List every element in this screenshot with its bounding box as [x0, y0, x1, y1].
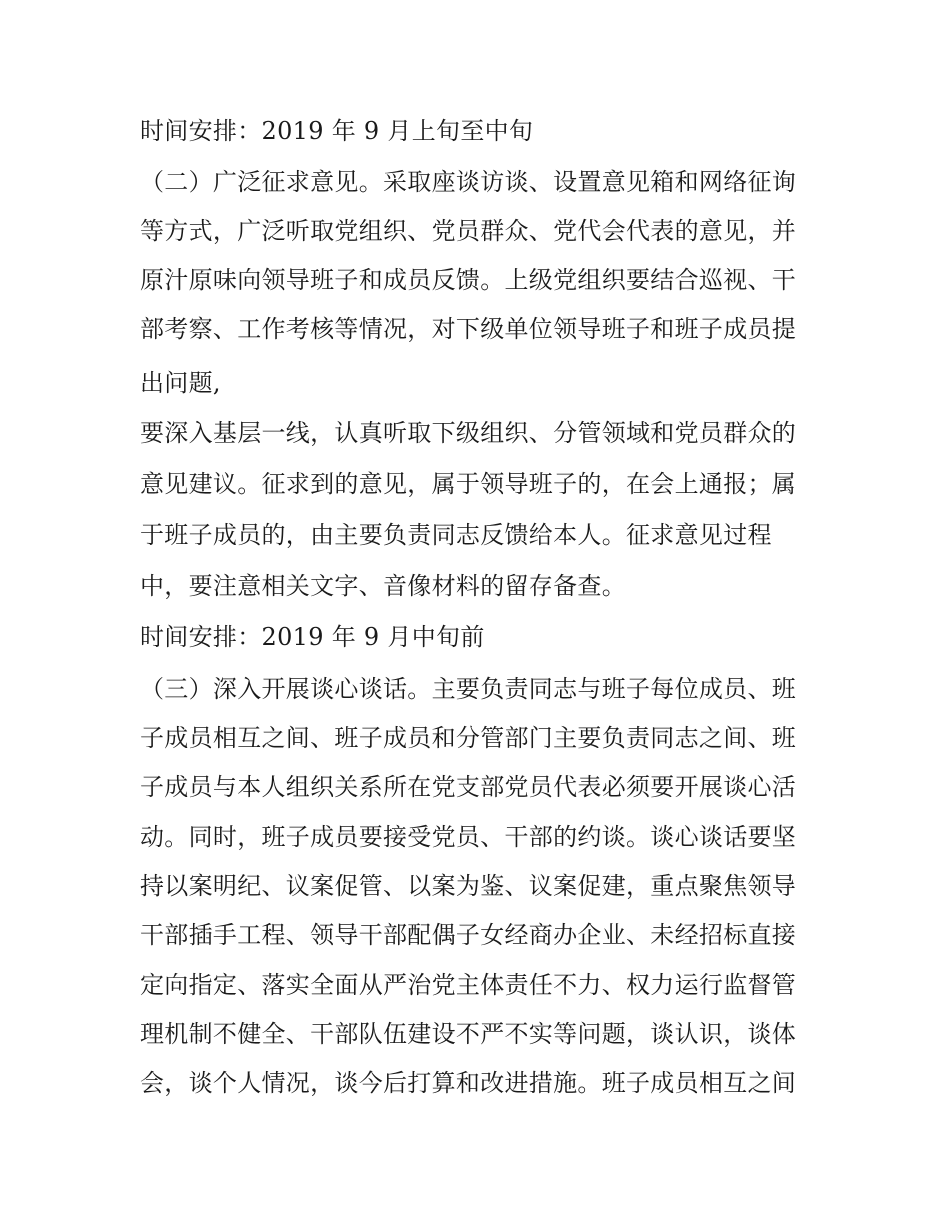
body-text-line: 于班子成员的，由主要负责同志反馈给本人。征求意见过程: [140, 521, 772, 549]
body-text-line: 出问题,: [140, 369, 221, 397]
body-text-line: 意见建议。征求到的意见，属于领导班子的，在会上通报；属: [140, 470, 797, 498]
body-text-line: 要深入基层一线，认真听取下级组织、分管领域和党员群众的: [140, 419, 797, 447]
body-text-line: 干部插手工程、领导干部配偶子女经商办企业、未经招标直接: [140, 921, 797, 949]
body-text-line: 子成员与本人组织关系所在党支部党员代表必须要开展谈心活: [140, 773, 797, 801]
body-text-line: 理机制不健全、干部队伍建设不严不实等问题，谈认识，谈体: [140, 1020, 797, 1048]
body-text-line: 子成员相互之间、班子成员和分管部门主要负责同志之间、班: [140, 724, 797, 752]
body-text-line: 会，谈个人情况，谈今后打算和改进措施。班子成员相互之间: [140, 1069, 797, 1097]
schedule-line-1: 时间安排：2019 年 9 月上旬至中旬: [140, 117, 534, 145]
section-3-heading-line: （三）深入开展谈心谈话。主要负责同志与班子每位成员、班: [140, 675, 797, 703]
body-text-line: 原汁原味向领导班子和成员反馈。上级党组织要结合巡视、干: [140, 266, 797, 294]
body-text-line: 中，要注意相关文字、音像材料的留存备查。: [140, 572, 626, 600]
schedule-line-2: 时间安排：2019 年 9 月中旬前: [140, 623, 485, 651]
body-text-line: 定向指定、落实全面从严治党主体责任不力、权力运行监督管: [140, 971, 797, 999]
body-text-line: 动。同时，班子成员要接受党员、干部的约谈。谈心谈话要坚: [140, 823, 797, 851]
section-2-heading-line: （二）广泛征求意见。采取座谈访谈、设置意见箱和网络征询: [140, 168, 797, 196]
body-text-line: 部考察、工作考核等情况，对下级单位领导班子和班子成员提: [140, 315, 797, 343]
body-text-line: 持以案明纪、议案促管、以案为鉴、议案促建，重点聚焦领导: [140, 872, 797, 900]
body-text-line: 等方式，广泛听取党组织、党员群众、党代会代表的意见，并: [140, 217, 797, 245]
